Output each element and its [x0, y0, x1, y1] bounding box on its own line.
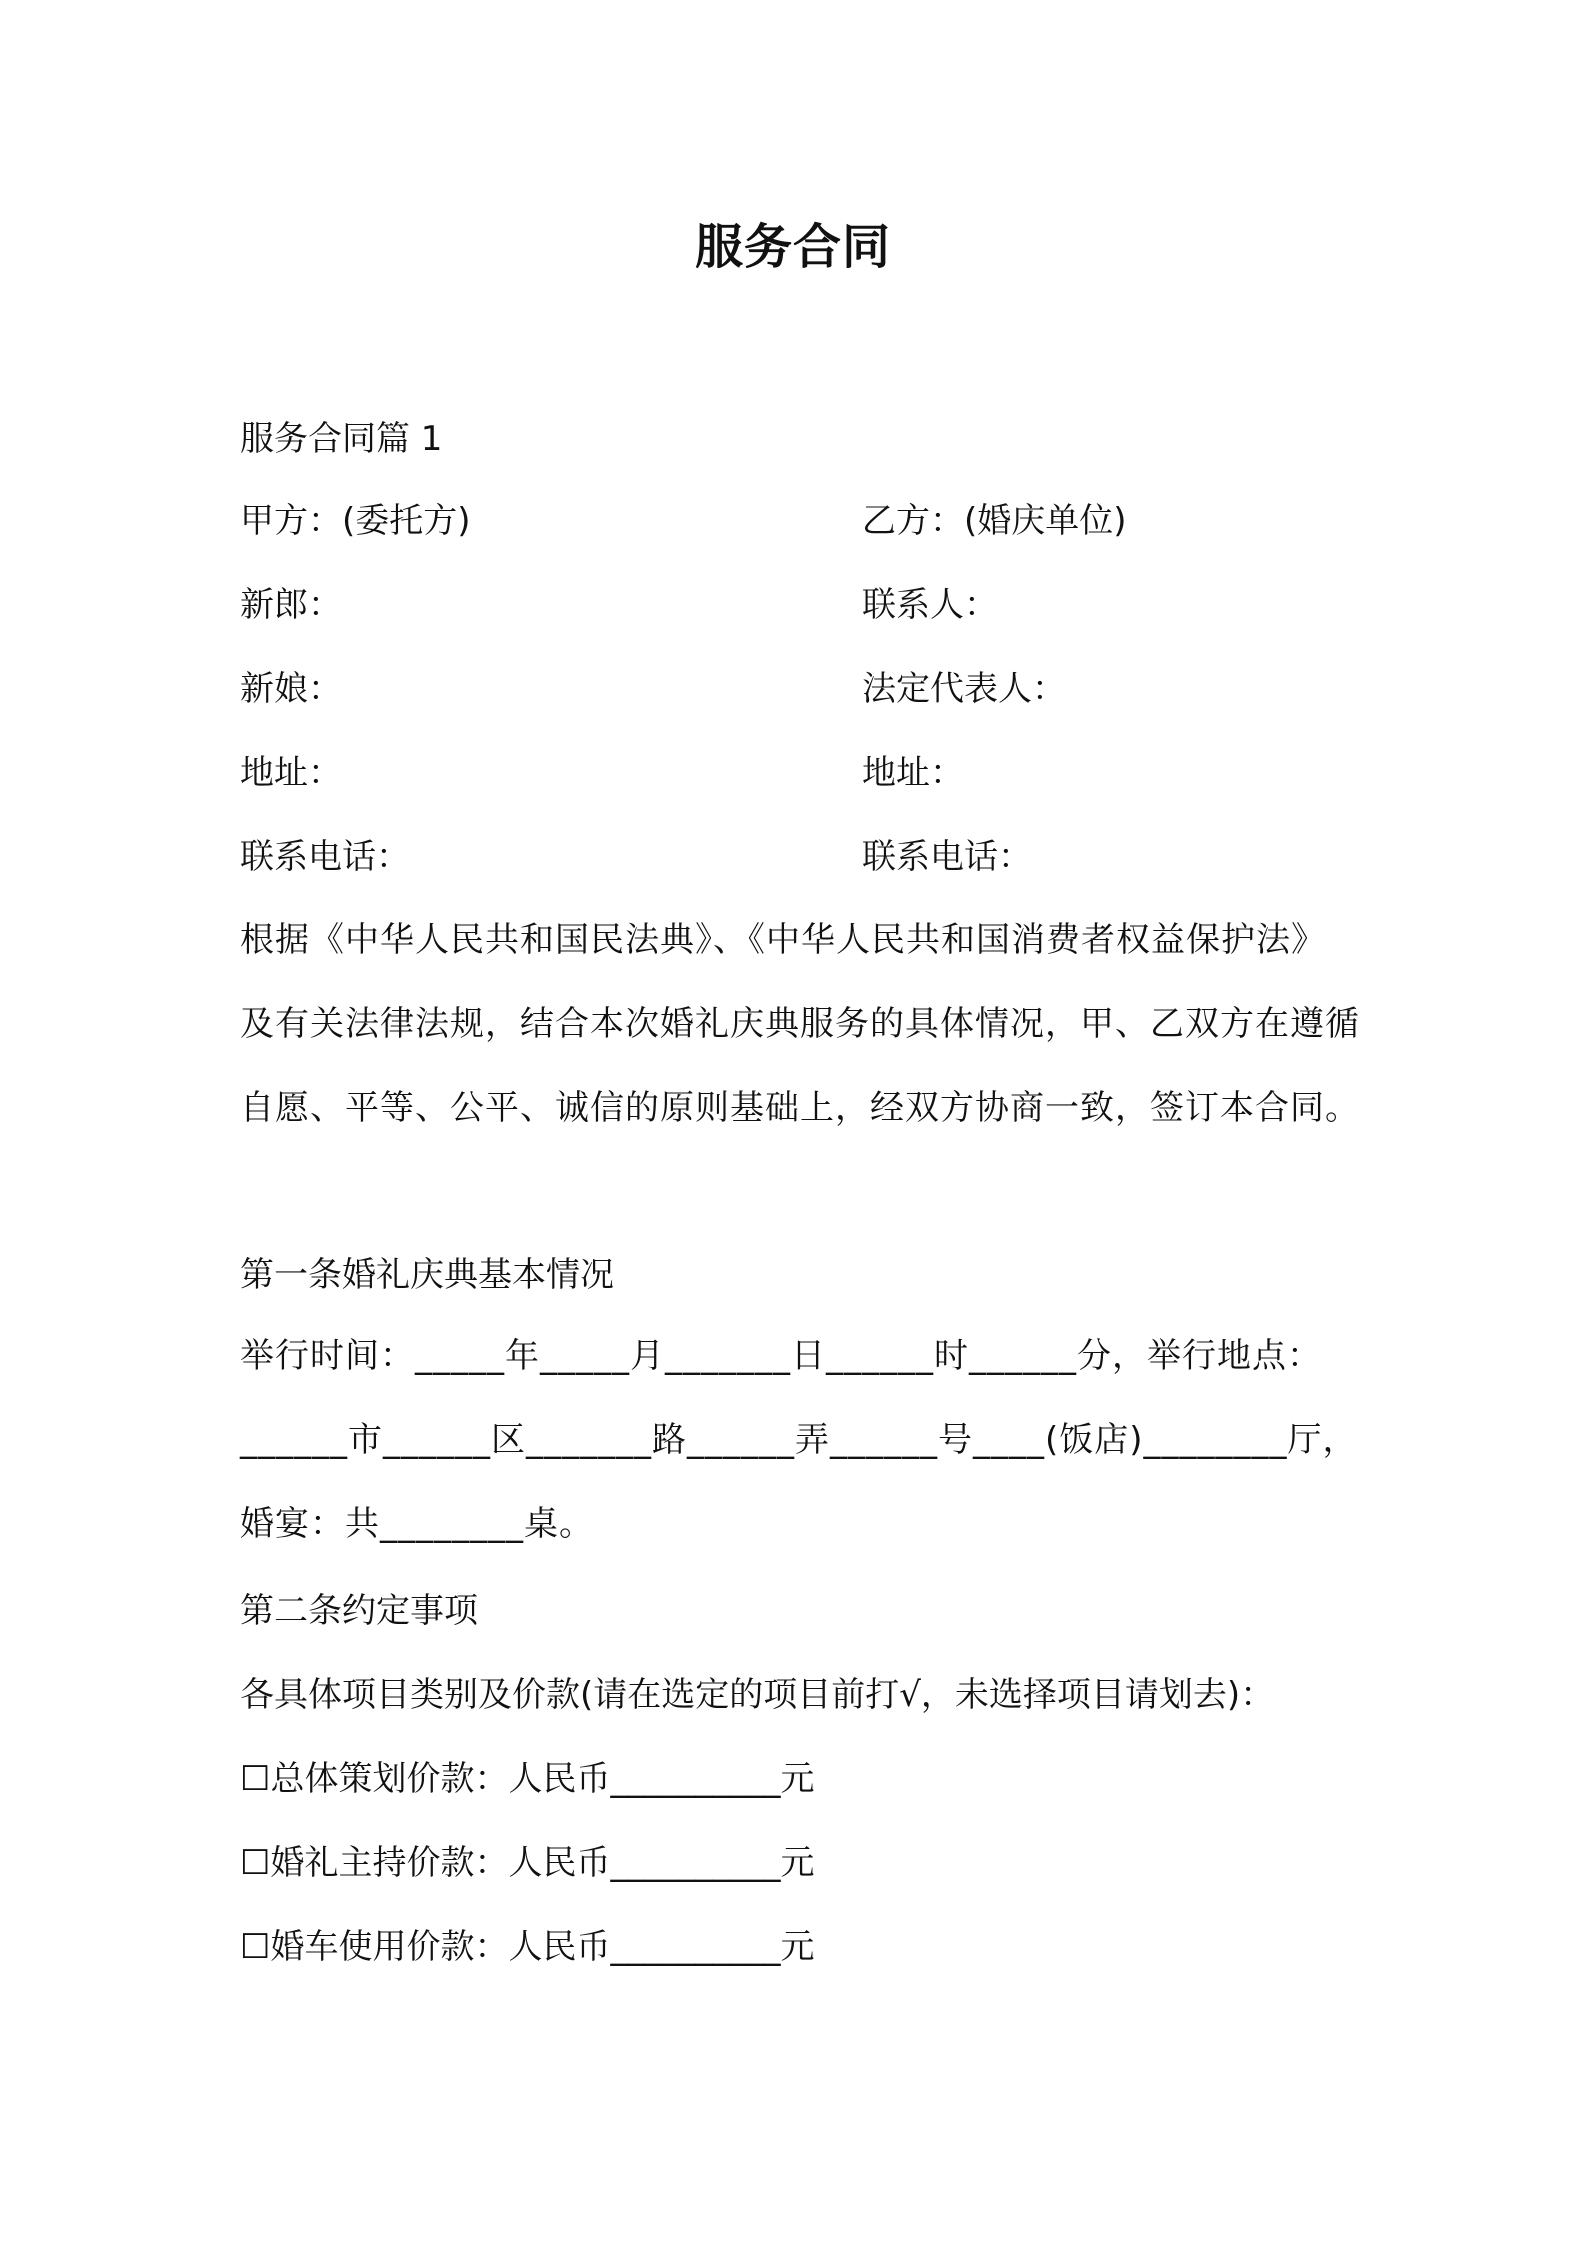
intro-paragraph: 根据《中华人民共和国民法典》、《中华人民共和国消费者权益保护法》及有关法律法规，结合本次婚礼庆典服务的具体情况，甲、乙双方在遵循自愿、平等、公平、诚信的原则基础上，经双方协商一致，签订本合同。	[240, 920, 1360, 1128]
legal-rep-field: 法定代表人：	[862, 669, 1066, 709]
party-b-phone-field: 联系电话：	[862, 837, 1032, 877]
party-b-heading: 乙方：(婚庆单位)	[862, 501, 1127, 541]
article-2-instruction: 各具体项目类别及价款(请在选定的项目前打√，未选择项目请划去)：	[240, 1675, 1275, 1715]
contact-field: 联系人：	[862, 585, 998, 625]
party-a-heading: 甲方：(委托方)	[240, 501, 471, 541]
price-item-host: ☐婚礼主持价款：人民币__________元	[240, 1843, 815, 1883]
party-a-phone-field: 联系电话：	[240, 837, 410, 877]
groom-field: 新郎：	[240, 585, 342, 625]
section-heading: 服务合同篇 1	[240, 419, 443, 459]
article-1-heading: 第一条婚礼庆典基本情况	[240, 1255, 614, 1295]
article-1-body: 举行时间：_____年_____月_______日______时______分，举行地点：______市______区_______路______弄______号____(饭店)________厅，婚宴：共________桌。	[240, 1336, 1358, 1544]
document-title: 服务合同	[694, 219, 891, 275]
bride-field: 新娘：	[240, 669, 342, 709]
price-item-planning: ☐总体策划价款：人民币__________元	[240, 1759, 815, 1799]
party-a-address-field: 地址：	[240, 753, 342, 793]
price-item-wedding-car: ☐婚车使用价款：人民币__________元	[240, 1927, 815, 1967]
party-b-address-field: 地址：	[862, 753, 964, 793]
article-2-heading: 第二条约定事项	[240, 1591, 478, 1631]
